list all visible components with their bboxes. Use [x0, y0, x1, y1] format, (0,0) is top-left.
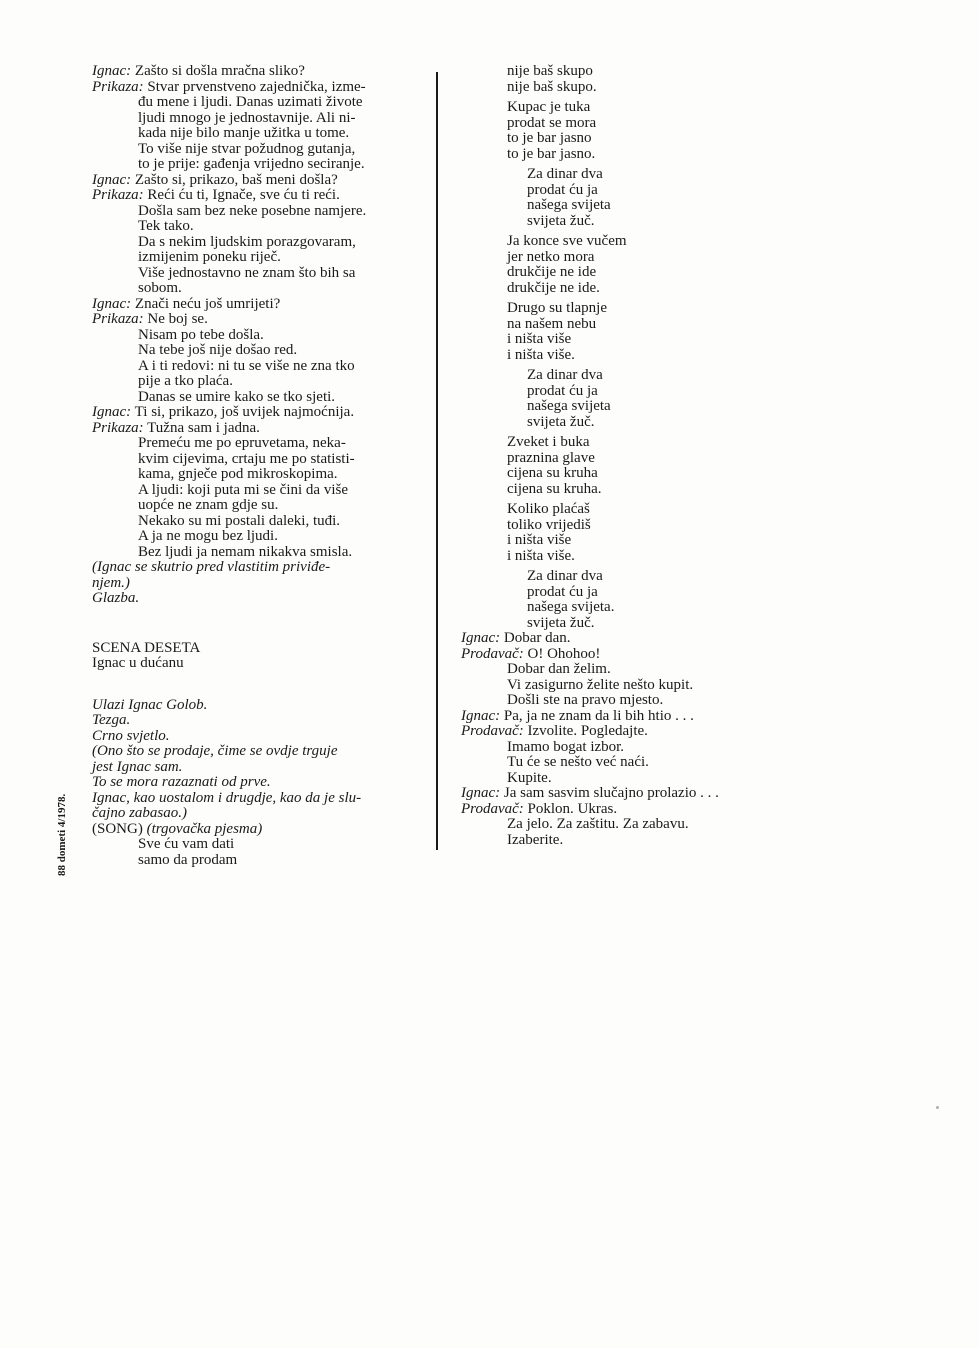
stage-direction: jest Ignac sam. [92, 758, 183, 775]
dialogue-line: to je prije: gađenja vrijedno seciranje. [138, 156, 365, 172]
dialogue-line: sobom. [138, 280, 182, 296]
dialogue-line: ljudi mnogo je jednostavnije. Ali ni- [138, 109, 356, 126]
left-column [92, 64, 427, 868]
song-stanza [461, 234, 796, 296]
song-line: Zveket i buka [507, 434, 590, 450]
dialogue-line: Došla sam bez neke posebne namjere. [138, 202, 367, 219]
song-refrain [461, 569, 796, 631]
song-stanza [461, 64, 796, 95]
song-line: svijeta žuč. [527, 212, 595, 229]
song-stanza [461, 502, 796, 564]
song-stanza [461, 100, 796, 162]
song-line: nije baš skupo. [507, 78, 597, 95]
stage-direction: To se mora razaznati od prve. [92, 774, 271, 790]
dialogue-line: Danas se umire kako se tko sjeti. [138, 388, 336, 405]
stage-direction: (Ignac se skutrio pred vlastitim priviđe- [92, 559, 331, 575]
song-line: Sve ću vam dati [138, 836, 235, 852]
dialogue-line: Ignac: Ti si, prikazo, još uvijek najmoćnija. [92, 404, 355, 420]
dialogue-line: Prikaza: Stvar prvenstveno zajednička, izme- [92, 78, 366, 95]
song-line: drukčije ne ide [507, 264, 597, 280]
dialogue-line: Bez ljudi ja nemam nikakva smisla. [138, 543, 353, 560]
song-line: našega svijeta. [527, 599, 615, 615]
dialogue-line: A i ti redovi: ni tu se više ne zna tko [138, 357, 355, 374]
dialogue-line: Ignac: Pa, ja ne znam da li bih htio . . . [461, 707, 694, 724]
song-line: svijeta žuč. [527, 413, 595, 430]
song-line: to je bar jasno [507, 130, 592, 146]
dialogue-line: Tek tako. [138, 218, 194, 234]
dialogue-line: izmijenim poneku riječ. [138, 249, 281, 265]
dialogue-line: Da s nekim ljudskim porazgovaram, [138, 233, 356, 250]
song-line: prodat se mora [507, 114, 597, 131]
dialogue-line: kama, gnječe pod mikroskopima. [138, 466, 338, 482]
dialogue-line: Prodavač: Izvolite. Pogledajte. [461, 723, 648, 739]
song-line: Za dinar dva [527, 568, 603, 584]
song-line: prodat ću ja [527, 583, 598, 600]
column-divider [436, 72, 438, 850]
song-line: samo da prodam [138, 851, 238, 868]
stage-direction: (Ono što se prodaje, čime se ovdje trguje [92, 743, 338, 759]
song-line: našega svijeta [527, 197, 611, 213]
song-line: prodat ću ja [527, 181, 598, 198]
dialogue-line: kvim cijevima, crtaju me po statisti- [138, 450, 355, 467]
dialogue-line: Premeću me po epruvetama, neka- [138, 435, 346, 451]
dialogue-line: Imamo bogat izbor. [507, 738, 625, 755]
song-line: Koliko plaćaš [507, 501, 590, 517]
song-line: našega svijeta [527, 398, 611, 414]
dialogue-line: A ja ne mogu bez ljudi. [138, 528, 278, 544]
dialogue-line: To više nije stvar požudnog gutanja, [138, 140, 356, 157]
song-line: drukčije ne ide. [507, 279, 600, 296]
song-line: Ja konce sve vučem [507, 233, 627, 249]
stage-direction: Tezga. [92, 712, 131, 728]
song-line: i ništa više. [507, 547, 575, 564]
dialogue-line: Izaberite. [507, 831, 564, 848]
song-line: Za dinar dva [527, 367, 603, 383]
dialogue-line: Ignac: Zašto si, prikazo, baš meni došla? [92, 171, 338, 188]
song-line: nije baš skupo [507, 63, 593, 79]
stage-direction: Ulazi Ignac Golob. [92, 696, 208, 713]
song-line: jer netko mora [507, 248, 595, 265]
dialogue-line: uopće ne znam gdje su. [138, 497, 279, 513]
stage-direction: Crno svjetlo. [92, 727, 170, 744]
dialogue-line: Ignac: Dobar dan. [461, 630, 571, 646]
dialogue-line: Prikaza: Reći ću ti, Ignače, sve ću ti reći. [92, 187, 340, 203]
song-line: toliko vrijediš [507, 516, 591, 533]
page-footer: 88 dometi 4/1978. [56, 793, 68, 876]
song-line: Za dinar dva [527, 166, 603, 182]
song-refrain [461, 167, 796, 229]
song-line: cijena su kruha. [507, 480, 602, 497]
dialogue-line: Ignac: Ja sam sasvim slučajno prolazio . . . [461, 785, 719, 801]
song-line: to je bar jasno. [507, 145, 596, 162]
dialogue-line: đu mene i ljudi. Danas uzimati živote [138, 94, 363, 110]
song-line: i ništa više [507, 532, 572, 548]
stage-direction: njem.) [92, 574, 130, 591]
dialogue-line: Prodavač: Poklon. Ukras. [461, 800, 618, 817]
dialogue-line: Više jednostavno ne znam što bih sa [138, 264, 356, 281]
song-refrain [461, 368, 796, 430]
scene-title: SCENA DESETA [92, 639, 201, 656]
song-line: Kupac je tuka [507, 99, 591, 115]
dialogue-line: Prikaza: Ne boj se. [92, 311, 208, 327]
dialogue-line: kada nije bilo manje užitka u tome. [138, 125, 350, 141]
stage-direction: čajno zabasao.) [92, 805, 187, 821]
song-line: i ništa više. [507, 346, 575, 363]
stage-direction: Glazba. [92, 590, 140, 606]
dialogue-line: Ignac: Zašto si došla mračna sliko? [92, 63, 305, 79]
song-line: praznina glave [507, 449, 595, 466]
song-line: i ništa više [507, 331, 572, 347]
dialogue-line: A ljudi: koji puta mi se čini da više [138, 481, 348, 498]
dialogue-line: Za jelo. Za zaštitu. Za zabavu. [507, 816, 689, 832]
dialogue-line: Prikaza: Tužna sam i jadna. [92, 419, 260, 436]
song-heading: (SONG) (trgovačka pjesma) [92, 820, 263, 837]
song-line: na našem nebu [507, 315, 597, 332]
song-line: prodat ću ja [527, 382, 598, 399]
paper-speck [936, 1106, 939, 1109]
dialogue-line: Došli ste na pravo mjesto. [507, 692, 664, 708]
stage-direction: Ignac, kao uostalom i drugdje, kao da je slu- [92, 789, 362, 806]
dialogue-line: Ignac: Znači neću još umrijeti? [92, 295, 281, 312]
song-stanza [461, 301, 796, 363]
dialogue-line: pije a tko plaća. [138, 373, 233, 389]
song-line: cijena su kruha [507, 465, 598, 481]
right-column [461, 64, 796, 848]
dialogue-line: Dobar dan želim. [507, 661, 611, 677]
song-stanza [461, 435, 796, 497]
dialogue-line: Prodavač: O! Ohohoo! [461, 645, 601, 662]
song-line: svijeta žuč. [527, 614, 595, 631]
dialogue-line: Nisam po tebe došla. [138, 326, 264, 343]
dialogue-line: Nekako su mi postali daleki, tuđi. [138, 512, 341, 529]
dialogue-line: Na tebe još nije došao red. [138, 342, 298, 358]
song-line: Drugo su tlapnje [507, 300, 607, 316]
dialogue-line: Vi zasigurno želite nešto kupit. [507, 676, 694, 693]
dialogue-line: Kupite. [507, 769, 552, 786]
dialogue-line: Tu će se nešto već naći. [507, 754, 649, 770]
scene-subtitle: Ignac u dućanu [92, 655, 184, 671]
